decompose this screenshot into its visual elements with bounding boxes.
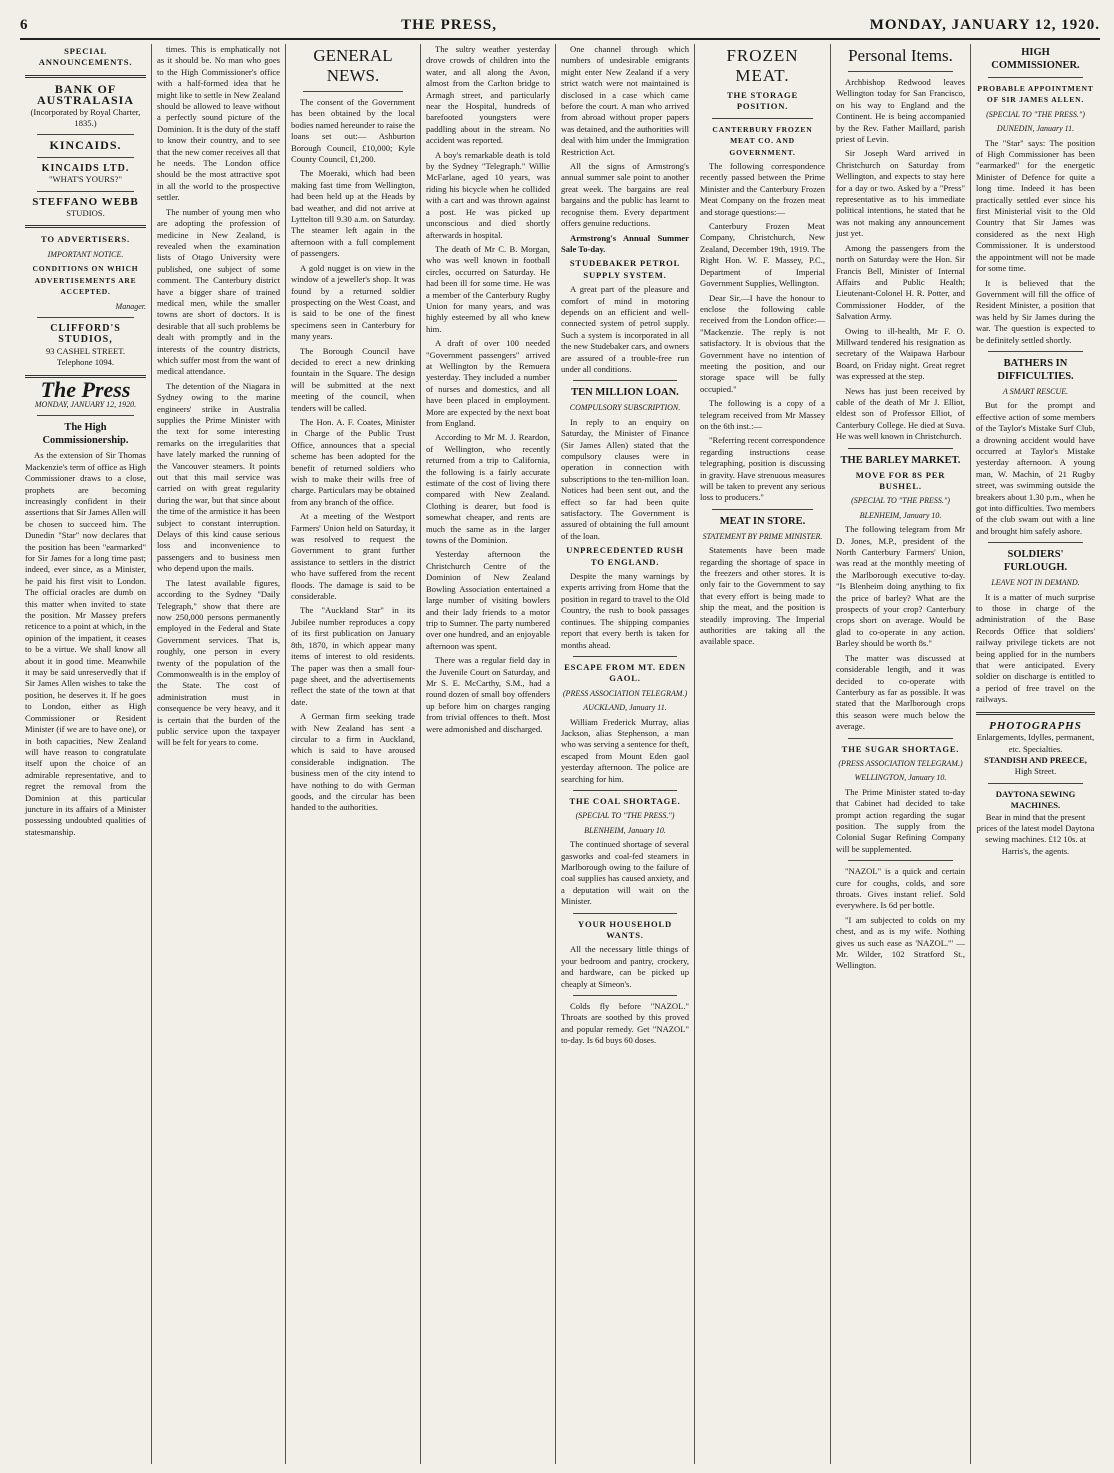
kincaids-ad: [25, 140, 146, 151]
high-commissioner-head: HIGH COMMISSIONER.: [991, 47, 1080, 71]
manager-sign: Manager.: [115, 301, 146, 311]
clifford-address: 93 CASHEL STREET.: [45, 345, 125, 356]
col8-text-4: It is a matter of much surprise to those in charge of the administration of the Base Records Office that soldiers' railway privilege tickets are not being applied for in the numbers that were anticipated. Every soldier on discharge is entitled to a period of free travel on the railways.: [976, 591, 1095, 705]
barley-head: THE BARLEY MARKET.: [840, 454, 961, 466]
barley-sub: MOVE FOR 8S PER BUSHEL.: [855, 469, 946, 491]
col4-text-4: A draft of over 100 needed "Government passengers" arrived at Wellington by the Remuera yesterday. They included a number of nurses and domestics, and all have been placed in employment. More are expected by the next boat from England.: [426, 338, 550, 428]
frozen-meat-head: FROZEN MEAT.: [726, 46, 799, 85]
col6-text-3: Dear Sir,—I have the honour to enclose the following cable received from the London office:— "Mackenzie. The reply is not satisfactory. It is obvious that the Government have no intention of meeting the position, and our storage space will be fully occupied.": [700, 292, 825, 394]
col3-text-1: The consent of the Government has been obtained by the local bodies named hereunder to raise the loans set out:— Ashburton Borough Council, £10,000; Kyle County Council, £1,200.: [291, 97, 415, 165]
col7-text-5: News has just been received by cable of the death of Mr J. Elliot, eldest son of Professor Elliot, of Canterbury College. He died at Suva. He was well known in Christchurch.: [836, 385, 965, 442]
barley-tag: (SPECIAL TO "THE PRESS."): [851, 496, 950, 506]
meat-store-head: MEAT IN STORE.: [719, 515, 806, 527]
col2-text-2: The number of young men who are adopting the profession of medicine in New Zealand, is revealed when the examination lists of Otago University were published, one subject of some comment. The Canterbury district have a bigger share of trained medical men, while the smaller towns are short of doctors. It is desirable that all such problems be dealt with promptly and in the interests of the country districts, which suffer most from the want of medical attendance.: [157, 206, 280, 377]
col7-text-3: Among the passengers from the north on Saturday were the Hon. Sir Francis Bell, Minister of Internal Affairs and Public Health; Lieutenant-Colonel H. R. Potter, and Commissioner Hodder, of the Salvation Army.: [836, 242, 965, 322]
column-2: [152, 44, 286, 1464]
col4-text-5: According to Mr M. J. Reardon, of Wellington, who recently returned from a trip to California, the following is a fairly accurate estimate of the cost of living there compared with New Zealand. Clothing is dearer, but food is somewhat cheaper, and rents are much the same as in the larger towns of the Dominion.: [426, 432, 550, 546]
col4-text-7: There was a regular field day in the Juvenile Court on Saturday, and Mr S. E. McCarthy, S.M., had a round dozen of small boy offenders up before him on charges ranging from trivial offences to theft. Most were admonished and discharged.: [426, 655, 550, 734]
coal-head: THE COAL SHORTAGE.: [569, 795, 681, 806]
escape-head: ESCAPE FROM MT. EDEN GAOL.: [564, 661, 686, 684]
personal-items-head: Personal Items.: [848, 46, 953, 65]
escape-sub: (PRESS ASSOCIATION TELEGRAM.): [562, 688, 688, 698]
col5-text-6: Despite the many warnings by experts arriving from Home that the position in regard to travel to the Old Country, the rush to book passages continues. The shipping companies report that every berth is taken for months ahead.: [561, 571, 689, 650]
col4-text-3: The death of Mr C. B. Morgan, who was well known in football circles, occurred on Saturday. He had been ill for some time. He was a member of the Canterbury Rugby Union for many years, and was highly esteemed by all who knew him.: [426, 243, 550, 334]
whats-yours: "WHAT'S YOURS?": [49, 174, 122, 185]
photo-addr: High Street.: [1014, 766, 1057, 777]
coal-place: BLENHEIM, January 10.: [584, 825, 666, 835]
col2-text-1: times. This is emphatically not as it should be. No man who goes to the High Commissioner's office with a half-formed idea that he might like to settle in New Zealand should be allowed to leave without a perfectly sound picture of the Dominion. It is the duty of the staff to know their country, and to see that the new comer receives all that he needs. The London office should be the most attractive spot in all the world to the prospective settler.: [157, 44, 280, 203]
meat-store-sub: STATEMENT BY PRIME MINISTER.: [702, 531, 823, 541]
col7-text-1: Archbishop Redwood leaves Wellington today for San Francisco, on his way to England and the Continent. He is being accompanied by the Rev. Father Maillard, parish priest of Levin.: [836, 77, 965, 145]
col5-text-2: All the signs of Armstrong's annual summer sale point to another great week. The bargains are real bargains and the public has learnt to recognise them. Every department offers genuine reductions.: [561, 161, 689, 229]
high-commissioner-tag: (SPECIAL TO "THE PRESS."): [986, 109, 1085, 119]
col4-text-2: A boy's remarkable death is told by the Sydney "Telegraph." Willie McFarlane, aged 10 years, was riding his bicycle when he collided with a cart and was thrown against a post. He was picked up unconscious and died shortly afterwards in hospital.: [426, 149, 550, 240]
photo-firm: STANDISH AND PREECE,: [984, 754, 1087, 765]
col3-text-5: The Hon. A. F. Coates, Minister in Charge of the Public Trust Office, announces that a special scheme has been adopted for the benefit of returned soldiers who wish to make their wills free of charge. Particulars may be obtained from any branch of the office.: [291, 416, 415, 507]
special-announcements-head: SPECIAL ANNOUNCEMENTS.: [38, 46, 133, 68]
sugar-head: THE SUGAR SHORTAGE.: [841, 743, 960, 754]
soldiers-sub: LEAVE NOT IN DEMAND.: [991, 578, 1080, 588]
col3-text-8: A German firm seeking trade with New Zealand has sent a circular to a firm in Auckland, which is said to have aroused considerable indignation. The business men of the city intend to have nothing to do with German goods, and the circular has been handed to the authorities.: [291, 711, 415, 813]
column-3: [286, 44, 421, 1464]
col3-text-4: The Borough Council have decided to erect a new drinking fountain in the Square. The design will be submitted at the next meeting of the council, when tenders will be called.: [291, 345, 415, 413]
col3-text-3: A gold nugget is on view in the window of a jeweller's shop. It was found by a returned soldier prospecting on the West Coast, and is said to be one of the finest specimens seen in Canterbury for many years.: [291, 262, 415, 342]
masthead: [20, 12, 1100, 40]
col4-text-6: Yesterday afternoon the Christchurch Centre of the Dominion of New Zealand Bowling Association entertained a large number of visiting bowlers and their lady friends to a motor trip to Sumner. The party numbered over one hundred, and an enjoyable afternoon was spent.: [426, 549, 550, 651]
col2-text-3: The detention of the Niagara in Sydney owing to the marine engineers' strike in Australia supplies the Prime Minister with the text for some interesting remarks on the irregularities that have lately marked the running of the Vancouver steamers. It points out that this mail service was carried on with great regularity during the war, but that since about the time of the armistice it has been subject to constant interruption. Delays of this kind cause serious loss and inconvenience to passengers and to business men who depend upon the mails.: [157, 380, 280, 574]
col5-text-5: In reply to an enquiry on Saturday, the Minister of Finance (Sir James Allen) stated that the compulsory clauses were in operation in connection with subscriptions to the ten-million loan. Notices had been sent out, and the effect so far had been quite satisfactory. The Government is assured of obtaining the full amount of the loan.: [561, 416, 689, 541]
press-logo-date: MONDAY, JANUARY 12, 1920.: [34, 399, 137, 409]
loan-sub: COMPULSORY SUBSCRIPTION.: [569, 403, 681, 413]
paper-title: THE PRESS,: [401, 16, 498, 33]
col4-text-1: The sultry weather yesterday drove crowds of children into the water, and all along the Avon, almost from the Carlton bridge to Armagh street, and particularly near the Hospital, hundreds of barefooted youngsters were paddling about in the stream. No accident was reported.: [426, 44, 550, 146]
col7-text-7: The matter was discussed at considerable length, and it was decided to co-operate with Canterbury as far as possible. It was stated that the Marlborough crops this season were much below the average.: [836, 652, 965, 732]
col7-text-2: Sir Joseph Ward arrived in Christchurch on Saturday from Wellington, and expects to stay here for a day or two. Asked by a "Press" representative as to his immediate political intentions, he stated that he was not making any announcement just yet.: [836, 148, 965, 239]
column-5: [556, 44, 695, 1464]
kincaids-ltd-title: KINCAIDS LTD.: [41, 162, 130, 174]
wants-head: YOUR HOUSEHOLD WANTS.: [577, 918, 673, 941]
editorial-head: The High Commissionership.: [42, 422, 129, 447]
bank-title: BANK OF AUSTRALASIA: [36, 81, 135, 108]
photo-ad: [976, 721, 1095, 778]
important-notice: IMPORTANT NOTICE.: [47, 249, 124, 259]
photo-text: Enlargements, Idylles, permanent, etc. Specialties.: [976, 732, 1095, 754]
nazol-ad: Colds fly before "NAZOL." Throats are soothed by this proved and popular remedy. Get "NAZOL" to-day. Is 6d buys 60 doses.: [561, 1001, 689, 1046]
press-logo: The Press: [40, 376, 131, 402]
page-number: 6: [20, 16, 29, 33]
col5-text-4: A great part of the pleasure and comfort of mind in motoring depends on an efficient and well-connected system of petrol supply. Such a system is incorporated in all the new Studebaker cars, and owners are assured of a trouble-free run under all conditions.: [561, 284, 689, 374]
steffano-ad: [25, 197, 146, 220]
column-8: [971, 44, 1100, 1464]
barley-place: BLENHEIM, January 10.: [859, 510, 942, 520]
col6-text-2: Canterbury Frozen Meat Company, Christchurch, New Zealand, December 19th, 1919. The Right Hon. W. F. Massey, P.C., Department of Imperial Government Supplies, Wellington.: [700, 221, 825, 289]
issue-date: MONDAY, JANUARY 12, 1920.: [869, 16, 1100, 33]
col5-text-7: William Frederick Murray, alias Jackson, alias Stephenson, a man who was serving a sentence for theft, escaped from Mount Eden gaol yesterday afternoon. The police are searching for him.: [561, 716, 689, 784]
frozen-meat-sub: THE STORAGE POSITION.: [727, 90, 798, 112]
steffano-studios: STUDIOS.: [66, 208, 105, 219]
high-commissioner-place: DUNEDIN, January 11.: [996, 124, 1075, 134]
kincaids-ltd-ad: [25, 163, 146, 186]
rush-head: UNPRECEDENTED RUSH TO ENGLAND.: [566, 545, 684, 567]
col3-text-7: The "Auckland Star" in its Jubilee number reproduces a copy of its first publication on January 8th, 1870, in which appear many items of interest to old residents. The paper was then a small four-page sheet, and the advertisements reflect the state of the town at that date.: [291, 605, 415, 707]
kincaids-title: KINCAIDS.: [49, 138, 122, 153]
col5-text-1: One channel through which numbers of undesirable emigrants might enter New Zealand if a very strict watch were not maintained is disclosed in a case which came before the court. A man who arrived from abroad without proper papers was detained, and the authorities will deal with him under the Immigration Restriction Act.: [561, 44, 689, 157]
column-7: [831, 44, 971, 1464]
studebaker-head: STUDEBAKER PETROL SUPPLY SYSTEM.: [569, 258, 681, 280]
col3-text-6: At a meeting of the Westport Farmers' Union held on Saturday, it was resolved to request the Government to grant further assistance to settlers in the district who have suffered from the recent floods. The damage is said to be considerable.: [291, 511, 415, 602]
sugar-place: WELLINGTON, January 10.: [854, 773, 947, 783]
loan-head: TEN MILLION LOAN.: [571, 387, 679, 399]
photo-head: PHOTOGRAPHS: [989, 719, 1082, 732]
col7-text-8: The Prime Minister stated to-day that Cabinet had decided to take prompt action regarding the sugar position. The supply from the Colonial Sugar Refining Company will be supplemented.: [836, 786, 965, 854]
bank-sub: (Incorporated by Royal Charter, 1835.): [30, 106, 141, 129]
column-4: [421, 44, 556, 1464]
sugar-tag: (PRESS ASSOCIATION TELEGRAM.): [838, 758, 963, 768]
clifford-telephone: Telephone 1094.: [56, 357, 115, 368]
col7-text-4: Owing to ill-health, Mr F. O. Millward tendered his resignation as secretary of the Waipawa Harbour Board, on Friday night. Great regret was expressed at the step.: [836, 325, 965, 382]
advertisers-head: TO ADVERTISERS.: [41, 234, 130, 245]
col7-text-9: "NAZOL" is a quick and certain cure for coughs, colds, and sore throats. Gives instant relief. Sold everywhere. Is 6d per bottle.: [836, 866, 965, 911]
coal-sub: (SPECIAL TO "THE PRESS."): [575, 811, 675, 821]
col6-text-4: The following is a copy of a telegram received from Mr Massey on the 6th inst.:—: [700, 398, 825, 431]
col7-text-10: "I am subjected to colds on my chest, and as is my wife. Nothing gives us such ease as 'NAZOL.'" — Mr. Wilder, 102 Stratford St., Wellington.: [836, 914, 965, 971]
bathers-sub: A SMART RESCUE.: [1002, 386, 1069, 396]
col3-text-2: The Moeraki, which had been making fast time from Wellington, had been held up at the Heads by bad weather, and did not arrive at Lyttelton till 9.30 a.m. on Saturday. The steamer left again in the afternoon with a full complement of passengers.: [291, 168, 415, 259]
col6-text-5: "Referring recent correspondence regarding instructions cease telegraphing, position is discussing in gravity. Have strenuous measures will be taken to prevent any serious loss to producers.": [700, 435, 825, 503]
col8-text-2: It is believed that the Government will fill the office of Resident Minister, a position that was held by Sir James during the war. The question is expected to be definitely settled shortly.: [976, 277, 1095, 345]
conditions-head: CONDITIONS ON WHICH ADVERTISEMENTS ARE ACCEPTED.: [32, 264, 139, 297]
col8-text-1: The "Star" says: The position of High Commissioner has been "earmarked" for the energetic Minister of Defence for quite a long time. Indeed it has been practically settled ever since his first Ministerial visit to the Old Country that Sir James was considered as the next High Commissioner. It is understood the appointment will not be made for some time.: [976, 137, 1095, 274]
bathers-head: BATHERS IN DIFFICULTIES.: [997, 357, 1074, 382]
daytona-text: Bear in mind that the present prices of the latest model Daytona sewing machines. £12 10s. at Harris's, the agents.: [976, 811, 1095, 856]
clifford-title: CLIFFORD'S STUDIOS,: [50, 322, 121, 346]
daytona-ad: [976, 789, 1095, 857]
column-6: [695, 44, 831, 1464]
frozen-meat-sub2: CANTERBURY FROZEN MEAT CO. AND GOVERNMENT.: [712, 124, 813, 157]
clifford-ad: [25, 323, 146, 369]
editorial-text: As the extension of Sir Thomas Mackenzie's term of office as High Commissioner draws to a close, prophets are becoming increasingly confident in their assertions that Sir James Allen will be chosen to succeed him. The Dunedin "Star" now declares that the position has been "earmarked" for Sir James for a long time past; indeed, ever since, as a Minister, he paid his first visit to London. The official oracles are dumb on this matter when invited to state the position. Mr Massey prefers reticence to a point at which, in the opinion of the impatient, it ceases to be a virtue. We shall know all about it in good time. Meanwhile it may be said unreservedly that if Sir James Allen wishes to take the position, he deserves it. If he goes to London, either as High Commissioner or Resident Minister (if we are to have one), or in both capacities, New Zealand will have reason to congratulate itself upon the choice of an admirable representative, and to regret the removal from the Dominion at this particular juncture in its affairs of a Minister possessing undoubted qualities of statesmanship.: [25, 450, 146, 837]
col6-text-6: Statements have been made regarding the shortage of space in the freezers and other stores. It is only fair to the Government to say that every effort is being made to ship the meat, and the position is steadily improving. The Imperial authorities are taking all the available space.: [700, 545, 825, 647]
col7-text-6: The following telegram from Mr D. Jones, M.P., president of the North Canterbury Farmers' Union, was read at the monthly meeting of the Marlborough executive to-day. "Is Blenheim doing anything to fix the price of barley? What are the prospects of your crop? Canterbury crops short on average. Would be glad to co-operate in any action. Barley should be worth 8s.": [836, 524, 965, 649]
daytona-head: DAYTONA SEWING MACHINES.: [995, 788, 1076, 811]
high-commissioner-sub: PROBABLE APPOINTMENT OF SIR JAMES ALLEN.: [977, 84, 1094, 105]
soldiers-head: SOLDIERS' FURLOUGH.: [1003, 549, 1068, 574]
general-news-head: GENERAL NEWS.: [313, 46, 393, 85]
col2-text-4: The latest available figures, according to the Sydney "Daily Telegraph," show that there are now 250,000 persons permanently employed in the Federal and State Government services. That is, roughly, one person in every twenty of the population of the Commonwealth is in the employ of the State. The cost of administration must in consequence be very heavy, and it is certain that the burden of the public service upon the taxpayer will be felt for years to come.: [157, 577, 280, 748]
col5-text-3: Armstrong's Annual Summer Sale To-day.: [561, 232, 689, 254]
col8-text-3: But for the prompt and effective action of some members of the Taylor's Mistake Surf Club, a drowning accident would have occurred at Taylor's Mistake yesterday afternoon. A young man, W. Machin, of 21 Rugby street, was swimming outside the breakers about 1.30 p.m., when he got into difficulties. Two members of the club swam out with a line and brought him safely ashore.: [976, 400, 1095, 536]
col6-text-1: The following correspondence recently passed between the Prime Minister and the Canterbury Frozen Meat Company on the frozen meat and storage questions:—: [700, 161, 825, 217]
col5-text-9: All the necessary little things of your bedroom and pantry, crockery, and hardware, can be picked up cheaply at Simeon's.: [561, 944, 689, 989]
col5-text-8: The continued shortage of several gasworks and coal-fed steamers in Marlborough owing to the failure of coal supplies has caused anxiety, and a deputation will wait on the Minister.: [561, 839, 689, 907]
column-1: [20, 44, 152, 1464]
steffano-title: STEFFANO WEBB: [32, 195, 139, 208]
bank-ad: [25, 81, 146, 130]
escape-place: AUCKLAND, January 11.: [583, 703, 667, 713]
